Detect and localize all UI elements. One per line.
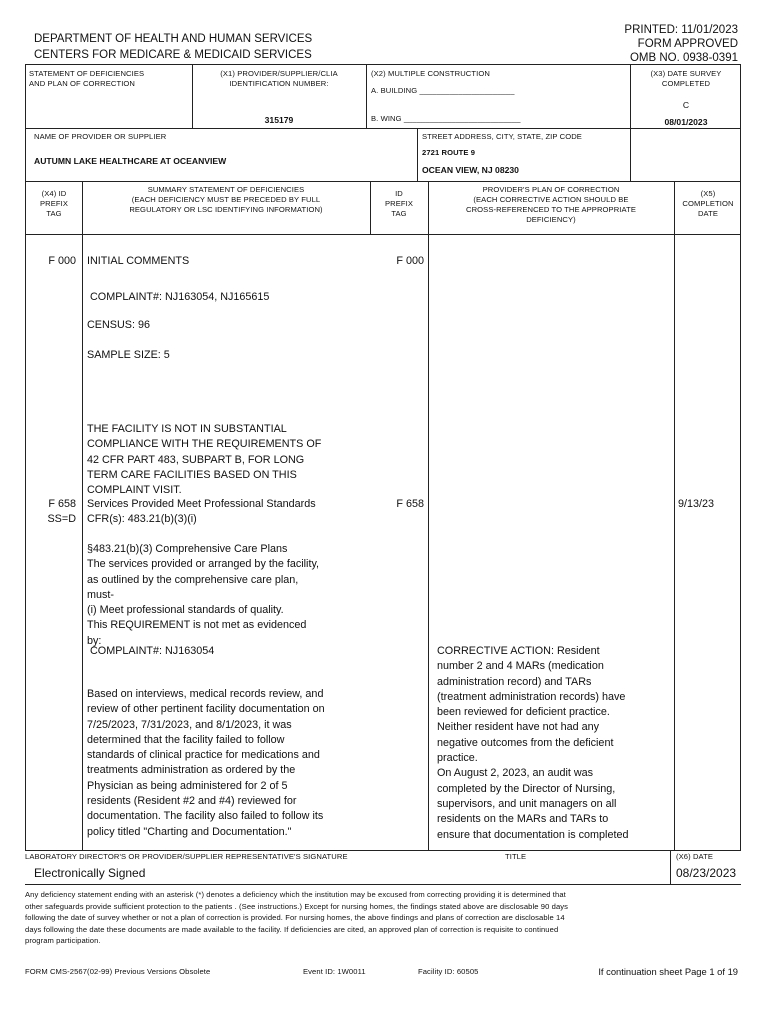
id-f658: F 658	[396, 498, 424, 510]
regulation-text: §483.21(b)(3) Comprehensive Care Plans The services provided or arranged by the facility, as outlined by the comprehensive care plan, must- (i) Meet professional standards of quality. This REQUIREMENT is not met as evidenced by:	[87, 543, 320, 647]
rule	[670, 850, 671, 884]
rule	[417, 128, 418, 181]
col-x4: (X4) ID PREFIX TAG	[39, 189, 69, 218]
rule	[740, 64, 741, 850]
title-label: TITLE	[505, 852, 527, 861]
col-id: ID PREFIX TAG	[384, 189, 414, 218]
rule	[25, 181, 741, 182]
x3-label: (X3) DATE SURVEY COMPLETED	[650, 69, 722, 88]
tag-f658: F 658	[48, 498, 76, 510]
census: CENSUS: 96	[87, 319, 151, 331]
rule	[25, 64, 26, 850]
x1-value: 315179	[264, 115, 294, 125]
rule	[82, 181, 83, 850]
agency-subname: CENTERS FOR MEDICARE & MEDICAID SERVICES	[34, 49, 312, 61]
initial-comments: INITIAL COMMENTS	[87, 255, 190, 267]
rule	[25, 850, 741, 851]
finding-text: Based on interviews, medical records review, and review of other pertinent facility documentation on 7/25/2023, 7/31/2023, and 8/1/2023, it was determined that the facility failed to follow standards of clinical practice for medications and treatments administration as ordered by the Physician as being administered for 2 of 5 residents (Resident #2 and #4) reviewed for documentation. The facility also failed to follow its policy titled "Charting and Documentation."	[87, 688, 325, 838]
x3-code: C	[682, 100, 690, 110]
form-id: FORM CMS-2567(02-99) Previous Versions Obsolete	[25, 967, 211, 976]
provider-label: NAME OF PROVIDER OR SUPPLIER	[34, 132, 167, 141]
col-plan: PROVIDER'S PLAN OF CORRECTION (EACH CORRECTIVE ACTION SHOULD BE CROSS-REFERENCED TO THE APPROPRIATE DEFICIENCY)	[465, 185, 637, 224]
cfr-reference: CFR(s): 483.21(b)(3)(i)	[87, 513, 197, 525]
facility-statement: THE FACILITY IS NOT IN SUBSTANTIAL COMPLIANCE WITH THE REQUIREMENTS OF 42 CFR PART 483, SUBPART B, FOR LONG TERM CARE FACILITIES BASED ON THIS COMPLAINT VISIT.	[87, 423, 322, 497]
omb-number: OMB NO. 0938-0391	[629, 52, 738, 64]
x3-value: 08/01/2023	[664, 117, 708, 127]
signature-value: Electronically Signed	[34, 866, 146, 880]
address-line1: 2721 ROUTE 9	[422, 148, 476, 157]
x2-building: A. BUILDING ______________________	[371, 86, 515, 95]
id-f000: F 000	[396, 255, 424, 267]
rule	[630, 64, 631, 128]
address-line2: OCEAN VIEW, NJ 08230	[422, 165, 519, 175]
address-label: STREET ADDRESS, CITY, STATE, ZIP CODE	[422, 132, 582, 141]
complaint-numbers: COMPLAINT#: NJ163054, NJ165615	[90, 291, 270, 303]
agency-name: DEPARTMENT OF HEALTH AND HUMAN SERVICES	[34, 33, 313, 45]
signature-date: 08/23/2023	[676, 866, 737, 880]
rule	[192, 64, 193, 128]
complaint-number: COMPLAINT#: NJ163054	[90, 645, 215, 657]
rule	[25, 64, 741, 65]
event-id: Event ID: 1W0011	[303, 967, 366, 976]
x2-label: (X2) MULTIPLE CONSTRUCTION	[371, 69, 490, 78]
x2-wing: B. WING ___________________________	[371, 114, 521, 123]
signature-label: LABORATORY DIRECTOR'S OR PROVIDER/SUPPLIER REPRESENTATIVE'S SIGNATURE	[25, 852, 348, 861]
statement-label: STATEMENT OF DEFICIENCIES AND PLAN OF CORRECTION	[29, 69, 145, 88]
rule	[428, 181, 429, 850]
rule	[366, 64, 367, 128]
provider-value: AUTUMN LAKE HEALTHCARE AT OCEANVIEW	[34, 156, 227, 166]
col-x5: (X5) COMPLETION DATE	[682, 189, 734, 218]
completion-date: 9/13/23	[677, 498, 714, 510]
date-label: (X6) DATE	[676, 852, 714, 861]
rule	[630, 128, 631, 181]
rule	[25, 128, 741, 129]
rule	[25, 234, 741, 235]
facility-id: Facility ID: 60505	[418, 967, 479, 976]
scope-severity: SS=D	[47, 513, 76, 525]
page-indicator: If continuation sheet Page 1 of 19	[598, 966, 738, 977]
disclaimer: Any deficiency statement ending with an asterisk (*) denotes a deficiency which the institution may be excused from correcting providing it is determined that other safeguards provide sufficient protection to the patients . (See instructions.) Except for nursing homes, the findings stated above are disclosable 90 days following the date of survey whether or not a plan of correction is provided. For nursing homes, the above findings and plans of correction are disclosable 14 days following the date these documents are made available to the facility. If deficiencies are cited, an approved plan of correction is requisite to continued program participation.	[25, 890, 569, 945]
col-summary: SUMMARY STATEMENT OF DEFICIENCIES (EACH DEFICIENCY MUST BE PRECEDED BY FULL REGULATORY OR LSC IDENTIFYING INFORMATION)	[129, 185, 323, 214]
services-title: Services Provided Meet Professional Standards	[87, 498, 316, 510]
corrective-action: CORRECTIVE ACTION: Resident number 2 and 4 MARs (medication administration record) and TARs (treatment administration records) have been reviewed for deficient practice. Neither resident have not had any negative outcomes from the deficient practice. On August 2, 2023, an audit was completed by the Director of Nursing, supervisors, and unit managers on all residents on the MARs and TARs to ensure that documentation is completed	[437, 645, 629, 841]
printed-date: PRINTED: 11/01/2023	[624, 24, 738, 36]
x1-label: (X1) PROVIDER/SUPPLIER/CLIA IDENTIFICATION NUMBER:	[220, 69, 338, 88]
sample-size: SAMPLE SIZE: 5	[87, 349, 170, 361]
tag-f000: F 000	[48, 255, 76, 267]
rule	[674, 181, 675, 850]
form-approved: FORM APPROVED	[637, 38, 738, 50]
rule	[25, 884, 741, 885]
